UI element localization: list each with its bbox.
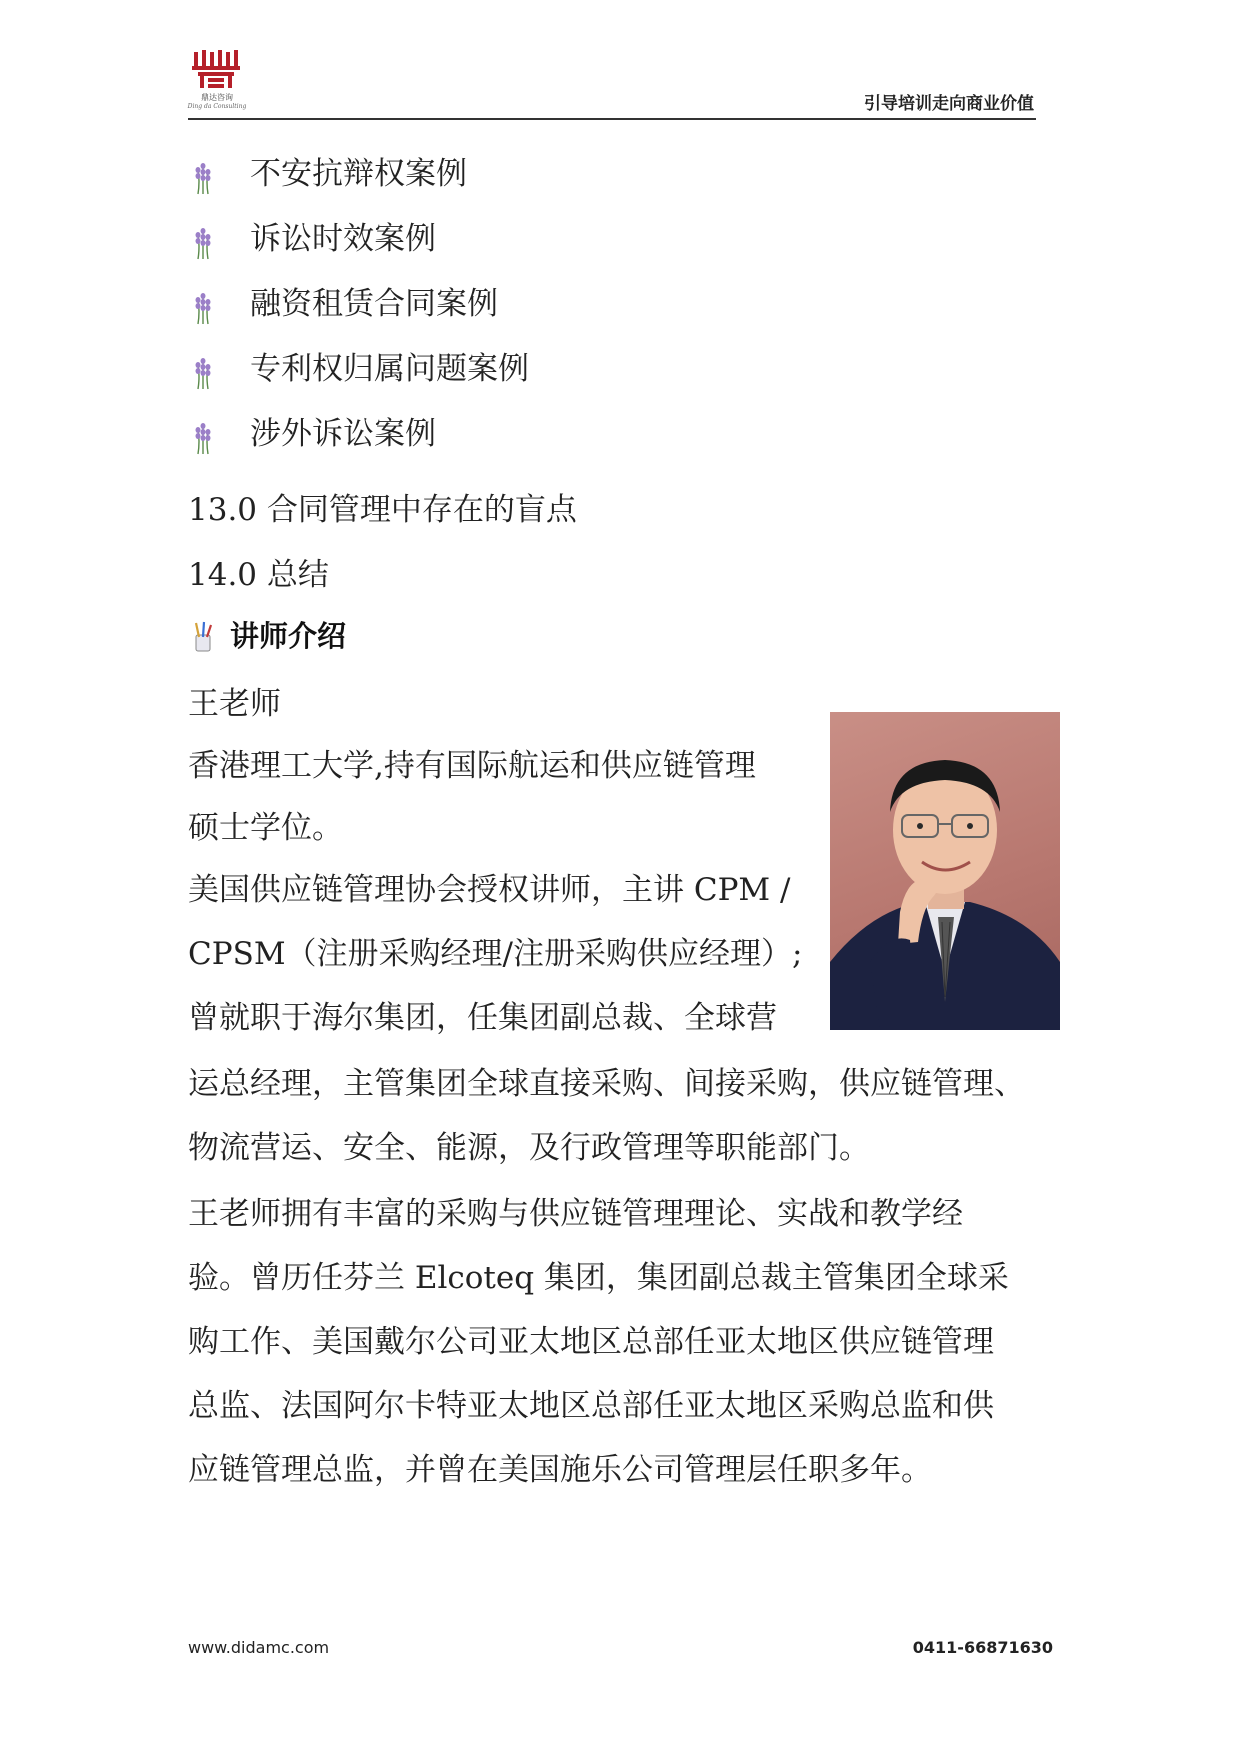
instructor-bio-line: 运总经理，主管集团全球直接采购、间接采购，供应链管理、 [188,1066,1025,1102]
list-item-text: 诉讼时效案例 [250,221,436,257]
outline-item: 13.0 合同管理中存在的盲点 [188,492,577,528]
logo-english-text: Ding da Consulting [187,103,247,110]
instructor-bio-line: 总监、法国阿尔卡特亚太地区总部任亚太地区采购总监和供 [188,1388,994,1424]
instructor-bio-line: 王老师拥有丰富的采购与供应链管理理论、实战和教学经 [188,1196,963,1232]
logo-text: 鼎达咨询 [201,93,233,102]
list-item [188,410,1068,475]
instructor-portrait-image [830,712,1060,1030]
list-item-text: 融资租赁合同案例 [250,286,498,322]
lavender-icon [192,225,214,261]
outline-item: 14.0 总结 [188,557,329,593]
instructor-bio-line: 购工作、美国戴尔公司亚太地区总部任亚太地区供应链管理 [188,1324,994,1360]
list-item [188,215,1068,280]
list-item-text: 涉外诉讼案例 [250,416,436,452]
list-item [188,280,1068,345]
list-item [188,150,1068,215]
list-item [188,345,1068,410]
instructor-photo [830,712,1060,1030]
lavender-icon [192,160,214,196]
bullet-list [188,150,1068,475]
header-slogan: 引导培训走向商业价值 [864,94,1034,114]
instructor-name: 王老师 [188,686,281,722]
page-header [188,48,1036,120]
pencil-cup-icon [192,621,214,653]
lavender-icon [192,420,214,456]
instructor-bio-line: CPSM（注册采购经理/注册采购供应经理）; [188,936,803,972]
footer-phone: 0411-66871630 [912,1638,1053,1657]
instructor-bio-line: 物流营运、安全、能源，及行政管理等职能部门。 [188,1130,870,1166]
section-title: 讲师介绍 [230,619,347,653]
instructor-bio-line: 美国供应链管理协会授权讲师，主讲 CPM / [188,872,791,908]
lavender-icon [192,355,214,391]
instructor-bio-line: 曾就职于海尔集团，任集团副总裁、全球营 [188,1000,777,1036]
instructor-bio-line: 应链管理总监，并曾在美国施乐公司管理层任职多年。 [188,1452,932,1488]
instructor-bio-line: 验。曾历任芬兰 Elcoteq 集团，集团副总裁主管集团全球采 [188,1260,1009,1296]
instructor-bio-line: 硕士学位。 [188,810,343,846]
lavender-icon [192,290,214,326]
footer-website: www.didamc.com [188,1638,330,1657]
list-item-text: 专利权归属问题案例 [250,351,529,387]
instructor-bio-line: 香港理工大学,持有国际航运和供应链管理 [188,748,756,784]
list-item-text: 不安抗辩权案例 [250,156,467,192]
